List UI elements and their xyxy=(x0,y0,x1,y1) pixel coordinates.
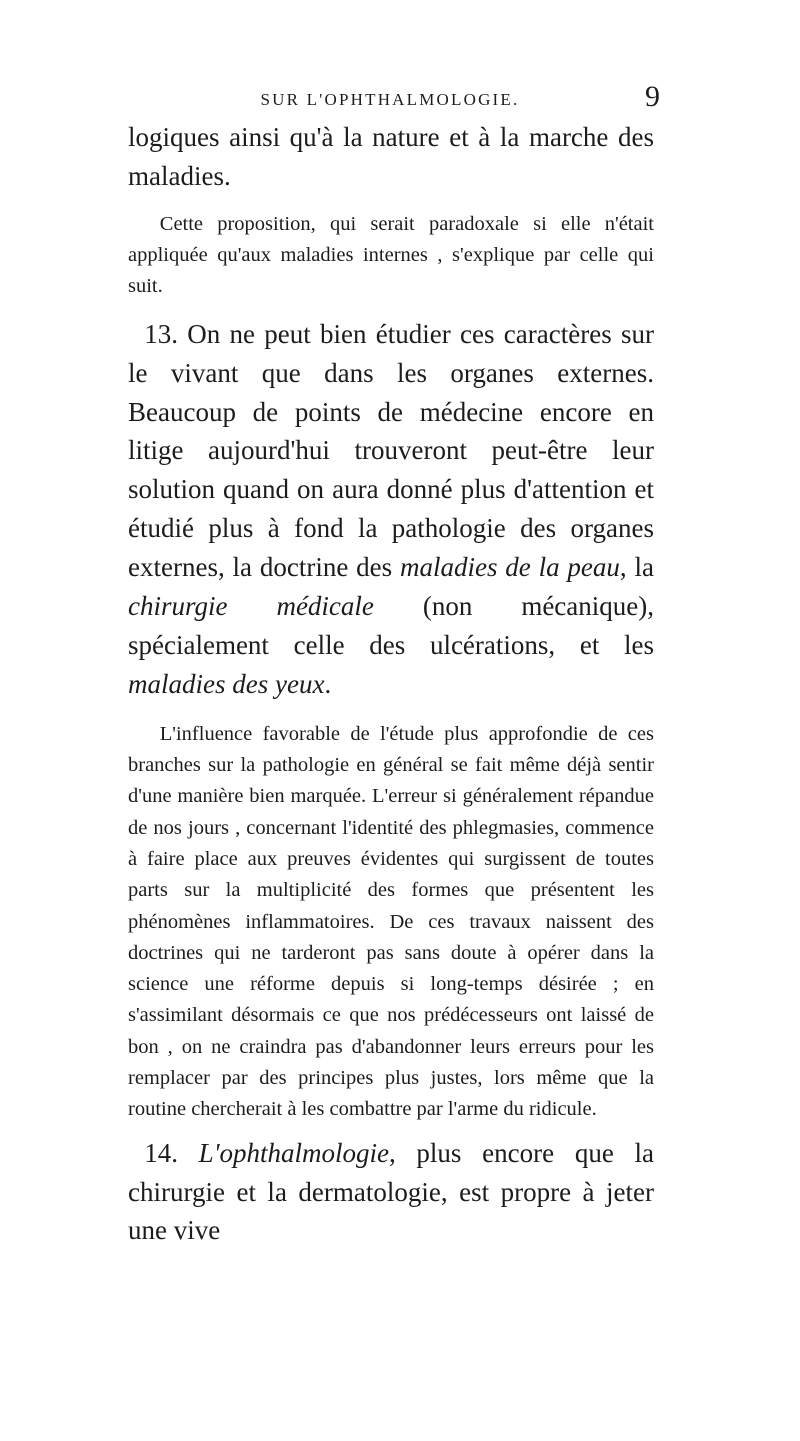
section-13-text-b: , la xyxy=(619,552,654,583)
section-13-emphasis-eyes: maladies des yeux xyxy=(128,668,325,699)
paragraph-continuation: logiques ainsi qu'à la nature et à la marche des maladies. xyxy=(128,122,654,191)
section-13-emphasis-surgery: chirurgie médicale xyxy=(128,591,374,622)
section-14-text-a: 14. xyxy=(144,1137,199,1168)
page-number: 9 xyxy=(645,80,660,113)
section-13-text-a: 13. On ne peut bien étudier ces caractères sur le vivant que dans les organes externes. Beaucoup de points de médecine encore en litige aujourd'hui trouveront peut-être leur solution quand on aura donné plus d'attention et étudié plus à fond la pathologie des organes externes, la doctrine des xyxy=(128,318,654,583)
paragraph-proposition: Cette proposition, qui serait paradoxale si elle n'était appliquée qu'aux maladies internes , s'explique par celle qui suit. xyxy=(128,212,654,298)
page-header xyxy=(120,80,660,120)
section-14-text-b: , plus encore que la chirurgie et la dermatologie, est propre à jeter une vive xyxy=(128,1137,655,1246)
paragraph-section-14 xyxy=(128,1134,654,1251)
page-body xyxy=(128,118,654,1250)
section-13-text-d: . xyxy=(324,668,332,699)
paragraph-section-13 xyxy=(128,315,654,704)
section-14-emphasis-ophthalmology: L'ophthalmologie xyxy=(198,1137,389,1168)
running-title: SUR L'OPHTHALMOLOGIE. xyxy=(260,90,520,109)
paragraph-influence: L'influence favorable de l'étude plus approfondie de ces branches sur la pathologie en général se fait même déjà sentir d'une manière bien marquée. L'erreur si généralement répandue de nos jours , concernant l'identité des phlegmasies, commence à faire place aux preuves évidentes qui surgissent de toutes parts sur la multiplicité des formes que présentent les phénomènes inflammatoires. De ces travaux naissent des doctrines qui ne tarderont pas sans doute à opérer dans la science une réforme depuis si long-temps désirée ; en s'assimilant désormais ce que nos prédécesseurs ont laissé de bon , on ne craindra pas d'abandonner leurs erreurs pour les remplacer par des principes plus justes, lors même que la routine chercherait à les combattre par l'arme du ridicule. xyxy=(128,722,654,1121)
section-13-text-c: (non mécanique), spécialement celle des ulcérations, et les xyxy=(128,591,655,660)
section-13-emphasis-skin: maladies de la peau xyxy=(399,552,620,583)
